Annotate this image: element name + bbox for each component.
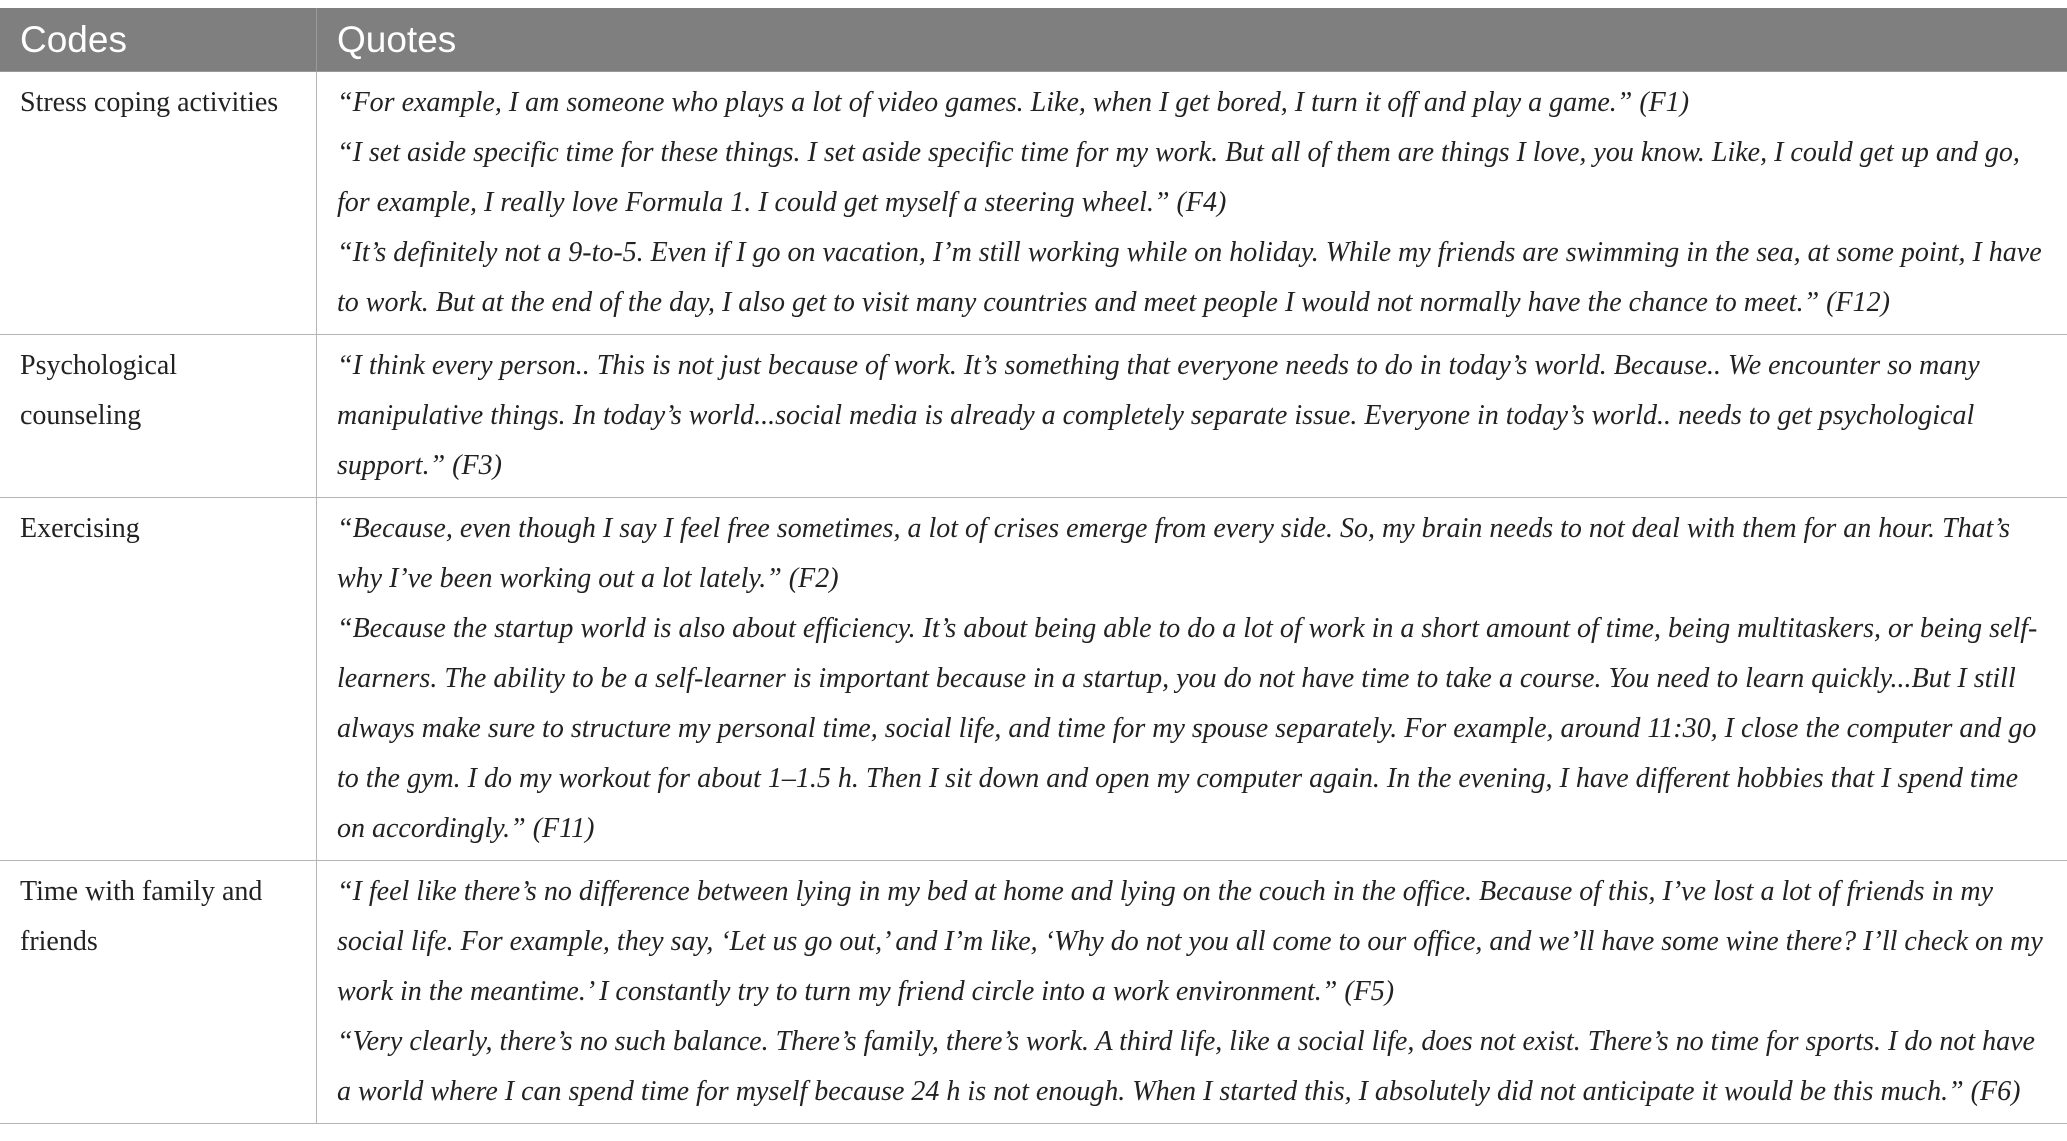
quotes-cell — [317, 498, 2067, 861]
quotes-cell — [317, 861, 2067, 1124]
quote: “Because the startup world is also about efficiency. It’s about being able to do a lot of work in a short amount of time, being multitaskers, or being self-learners. The ability to be a self-learner is important because in a startup, you do not have time to take a course. You need to learn quickly...But I still always make sure to structure my personal time, social life, and time for my spouse separately. For example, around 11:30, I close the computer and go to the gym. I do my workout for about 1–1.5 h. Then I sit down and open my computer again. In the evening, I have different hobbies that I spend time on accordingly.” (F11) — [337, 613, 2038, 844]
quote: “Because, even though I say I feel free sometimes, a lot of crises emerge from every side. So, my brain needs to not deal with them for an hour. That’s why I’ve been working out a lot lately.” (F2) — [337, 513, 2010, 594]
quote: “I feel like there’s no difference between lying in my bed at home and lying on the couch in the office. Because of this, I’ve lost a lot of friends in my social life. For example, they say, ‘Let us go out,’ and I’m like, ‘Why do not you all come to our office, and we’ll have some wine there? I’ll check on my work in the meantime.’ I constantly try to turn my friend circle into a work environment.” (F5) — [337, 876, 2043, 1007]
table-row — [0, 861, 2067, 1124]
quotes-cell — [317, 72, 2067, 335]
quote: “I think every person.. This is not just because of work. It’s something that everyone needs to do in today’s world. Because.. We encounter so many manipulative things. In today’s world...social media is already a completely separate issue. Everyone in today’s world.. needs to get psychological support.” (F3) — [337, 350, 1980, 481]
codes-header: Codes — [0, 8, 317, 72]
header-row — [0, 8, 2067, 72]
table-row — [0, 498, 2067, 861]
quotes-header: Quotes — [317, 8, 2067, 72]
code-cell: Time with family and friends — [0, 861, 317, 1124]
table-row — [0, 72, 2067, 335]
quote: “I set aside specific time for these things. I set aside specific time for my work. But all of them are things I love, you know. Like, I could get up and go, for example, I really love Formula 1. I could get myself a steering wheel.” (F4) — [337, 137, 2020, 218]
quote: “Very clearly, there’s no such balance. There’s family, there’s work. A third life, like a social life, does not exist. There’s no time for sports. I do not have a world where I can spend time for myself because 24 h is not enough. When I started this, I absolutely did not anticipate it would be this much.” (F6) — [337, 1026, 2035, 1107]
quote: “For example, I am someone who plays a lot of video games. Like, when I get bored, I turn it off and play a game.” (F1) — [337, 87, 1690, 118]
code-cell: Stress coping activities — [0, 72, 317, 335]
table-row — [0, 335, 2067, 498]
quote: “It’s definitely not a 9-to-5. Even if I go on vacation, I’m still working while on holiday. While my friends are swimming in the sea, at some point, I have to work. But at the end of the day, I also get to visit many countries and meet people I would not normally have the chance to meet.” (F12) — [337, 237, 2042, 318]
code-cell: Psychological counseling — [0, 335, 317, 498]
code-cell: Exercising — [0, 498, 317, 861]
codes-quotes-table — [0, 8, 2067, 1124]
quotes-cell — [317, 335, 2067, 498]
